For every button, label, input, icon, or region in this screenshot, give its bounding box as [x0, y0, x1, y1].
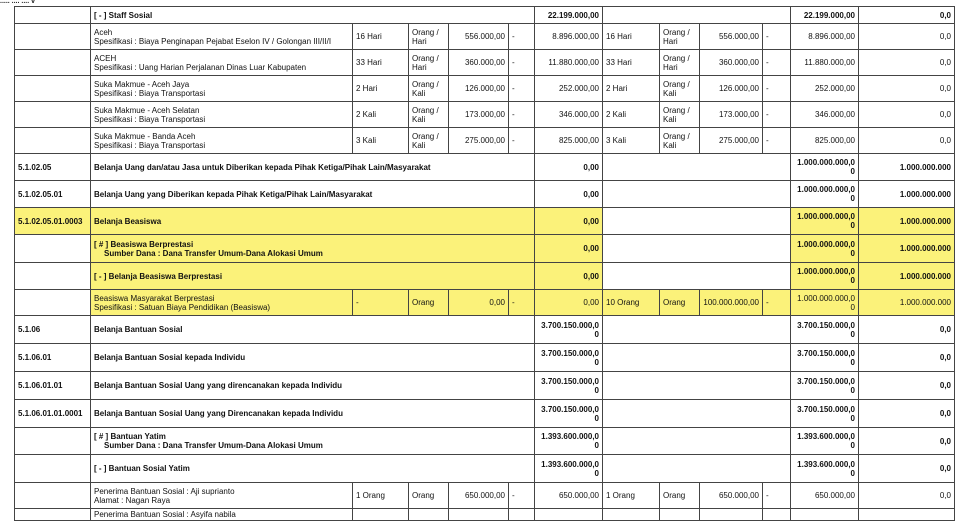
amount-before: 22.199.000,00 [535, 7, 603, 24]
account-title: Belanja Bantuan Sosial [91, 316, 535, 344]
account-title: Belanja Bantuan Sosial Uang yang Direncanakan kepada Individu [91, 400, 535, 428]
table-row: [ - ] Bantuan Sosial Yatim 1.393.600.000,0 0 1.393.600.000,0 0 0,0 [15, 455, 955, 483]
item-desc: Beasiswa Masyarakat Berprestasi Spesifikasi : Satuan Biaya Pendidikan (Beasiswa) [91, 290, 353, 316]
item-desc: Penerima Bantuan Sosial : Aji suprianto Alamat : Nagan Raya [91, 483, 353, 509]
table-row: Suka Makmue - Banda Aceh Spesifikasi : Biaya Transportasi 3 Kali Orang / Kali 275.000,00 - 825.000,00 3 Kali Orang / Kali 275.000,00 - 825.000,00 0,0 [15, 128, 955, 154]
table-row: [ # ] Beasiswa Berprestasi Sumber Dana : Dana Transfer Umum-Dana Alokasi Umum 0,00 1.000.000.000,0 0 1.000.000.000 [15, 235, 955, 263]
account-title: Belanja Beasiswa [91, 208, 535, 235]
amount-diff: 0,0 [859, 7, 955, 24]
table-row: 5.1.06.01.01.0001 Belanja Bantuan Sosial Uang yang Direncanakan kepada Individu 3.700.150.000,0 0 3.700.150.000,0 0 0,0 [15, 400, 955, 428]
table-row [15, 7, 955, 24]
account-code: 5.1.02.05 [15, 154, 91, 181]
rka-table [14, 6, 955, 521]
account-code: 5.1.06.01 [15, 344, 91, 372]
table-row: ACEH Spesifikasi : Uang Harian Perjalanan Dinas Luar Kabupaten 33 Hari Orang / Hari 360.000,00 - 11.880.000,00 33 Hari Orang / Hari 360.000,00 - 11.880.000,00 0,0 [15, 50, 955, 76]
table-row: [ - ] Belanja Beasiswa Berprestasi 0,00 1.000.000.000,0 0 1.000.000.000 [15, 263, 955, 290]
table-row: 5.1.02.05 Belanja Uang dan/atau Jasa untuk Diberikan kepada Pihak Ketiga/Pihak Lain/Masyarakat 0,00 1.000.000.000,0 0 1.000.000.000 [15, 154, 955, 181]
account-title: Belanja Bantuan Sosial Uang yang direncanakan kepada Individu [91, 372, 535, 400]
table-row: Suka Makmue - Aceh Selatan Spesifikasi : Biaya Transportasi 2 Kali Orang / Kali 173.000,00 - 346.000,00 2 Kali Orang / Kali 173.000,00 - 346.000,00 0,0 [15, 102, 955, 128]
table-row: [ # ] Bantuan Yatim Sumber Dana : Dana Transfer Umum-Dana Alokasi Umum 1.393.600.000,0 0 1.393.600.000,0 0 0,0 [15, 428, 955, 455]
item-desc: Penerima Bantuan Sosial : Asyifa nabila [91, 509, 353, 521]
table-row [15, 509, 955, 521]
source-of-funds: [ # ] Beasiswa Berprestasi Sumber Dana : Dana Transfer Umum-Dana Alokasi Umum [91, 235, 535, 263]
table-row: Aceh Spesifikasi : Biaya Penginapan Pejabat Eselon IV / Golongan III/II/I 16 Hari Orang / Hari 556.000,00 - 8.896.000,00 16 Hari Orang / Hari 556.000,00 - 8.896.000,00 0,0 [15, 24, 955, 50]
account-code: 5.1.06 [15, 316, 91, 344]
item-desc: Aceh Spesifikasi : Biaya Penginapan Pejabat Eselon IV / Golongan III/II/I [91, 24, 353, 50]
amount-after: 22.199.000,00 [791, 7, 859, 24]
table-row: 5.1.06.01 Belanja Bantuan Sosial kepada Individu 3.700.150.000,0 0 3.700.150.000,0 0 0,0 [15, 344, 955, 372]
account-code: 5.1.06.01.01.0001 [15, 400, 91, 428]
header-fragment: ..... .... .... v [0, 0, 36, 5]
group-title: [ - ] Bantuan Sosial Yatim [91, 455, 535, 483]
item-desc: Suka Makmue - Banda Aceh Spesifikasi : Biaya Transportasi [91, 128, 353, 154]
account-title: Belanja Uang dan/atau Jasa untuk Diberikan kepada Pihak Ketiga/Pihak Lain/Masyarakat [91, 154, 535, 181]
table-row: Penerima Bantuan Sosial : Aji suprianto Alamat : Nagan Raya 1 Orang Orang 650.000,00 - 650.000,00 1 Orang Orang 650.000,00 - 650.000,00 0,0 [15, 483, 955, 509]
account-title: Belanja Bantuan Sosial kepada Individu [91, 344, 535, 372]
table-row: 5.1.02.05.01 Belanja Uang yang Diberikan kepada Pihak Ketiga/Pihak Lain/Masyarakat 0,00 1.000.000.000,0 0 1.000.000.000 [15, 181, 955, 208]
item-desc: ACEH Spesifikasi : Uang Harian Perjalanan Dinas Luar Kabupaten [91, 50, 353, 76]
table-row: 5.1.06.01.01 Belanja Bantuan Sosial Uang yang direncanakan kepada Individu 3.700.150.000,0 0 3.700.150.000,0 0 0,0 [15, 372, 955, 400]
item-desc: Suka Makmue - Aceh Jaya Spesifikasi : Biaya Transportasi [91, 76, 353, 102]
account-title: Belanja Uang yang Diberikan kepada Pihak Ketiga/Pihak Lain/Masyarakat [91, 181, 535, 208]
account-code: 5.1.02.05.01 [15, 181, 91, 208]
table-row: Suka Makmue - Aceh Jaya Spesifikasi : Biaya Transportasi 2 Hari Orang / Kali 126.000,00 - 252.000,00 2 Hari Orang / Kali 126.000,00 - 252.000,00 0,0 [15, 76, 955, 102]
table-row: 5.1.02.05.01.0003 Belanja Beasiswa 0,00 1.000.000.000,0 0 1.000.000.000 [15, 208, 955, 235]
group-title: [ - ] Belanja Beasiswa Berprestasi [91, 263, 535, 290]
table-row: Beasiswa Masyarakat Berprestasi Spesifikasi : Satuan Biaya Pendidikan (Beasiswa) - Orang 0,00 - 0,00 10 Orang Orang 100.000.000,00 - 1.000.000.000,0 0 1.000.000.000 [15, 290, 955, 316]
item-desc: Suka Makmue - Aceh Selatan Spesifikasi : Biaya Transportasi [91, 102, 353, 128]
group-title: [ - ] Staff Sosial [91, 7, 535, 24]
account-code: 5.1.02.05.01.0003 [15, 208, 91, 235]
source-of-funds: [ # ] Bantuan Yatim Sumber Dana : Dana Transfer Umum-Dana Alokasi Umum [91, 428, 535, 455]
table-row: 5.1.06 Belanja Bantuan Sosial 3.700.150.000,0 0 3.700.150.000,0 0 0,0 [15, 316, 955, 344]
account-code: 5.1.06.01.01 [15, 372, 91, 400]
